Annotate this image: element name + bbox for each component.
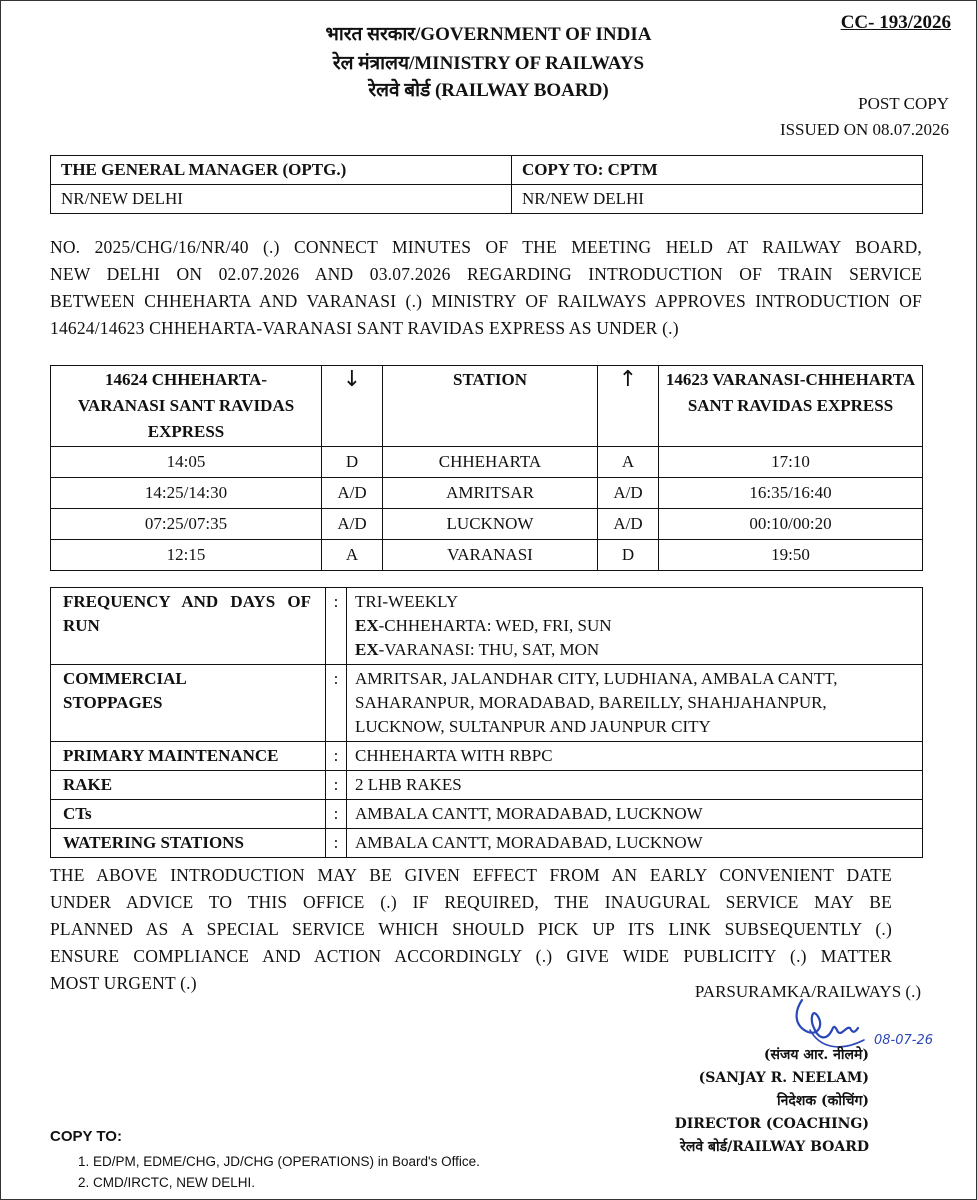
table-row [51,447,923,478]
table-row [51,509,923,540]
up-code: A/D [598,478,659,509]
copy-to-title: COPY TO: CPTM [512,156,923,185]
up-code: D [598,540,659,571]
signatory-name-english: (SANJAY R. NEELAM) [698,1070,869,1086]
table-row [51,588,923,665]
down-code: A/D [322,478,383,509]
up-code: A [598,447,659,478]
signatory-designation-hindi: निदेशक (कोचिंग) [777,1093,869,1109]
addressee-title: THE GENERAL MANAGER (OPTG.) [51,156,512,185]
intro-line: 14624/14623 CHHEHARTA-VARANASI SANT RAVIDAS EXPRESS AS UNDER (.) [50,318,679,338]
up-code: A/D [598,509,659,540]
table-row [51,665,923,742]
table-row [51,800,923,829]
signatory-designation-english: DIRECTOR (COACHING) [674,1116,869,1132]
down-time: 07:25/07:35 [51,509,322,540]
frequency-value: TRI-WEEKLY EX-CHHEHARTA: WED, FRI, SUN EX-VARANASI: THU, SAT, MON [347,588,923,665]
down-code: D [322,447,383,478]
up-time: 17:10 [659,447,923,478]
down-arrow-icon: ↓ [322,366,383,447]
cts-label: CTs [51,800,326,829]
addressee-place: NR/NEW DELHI [51,185,512,214]
intro-line: BETWEEN CHHEHARTA AND VARANASI (.) MINISTRY OF RAILWAYS APPROVES INTRODUCTION OF [50,291,922,311]
rake-value: 2 LHB RAKES [347,771,923,800]
signatory-name-hindi: (संजय आर. नीलमे) [763,1047,869,1063]
closing-line: PLANNED AS A SPECIAL SERVICE WHICH SHOULD PICK UP ITS LINK SUBSEQUENTLY (.) [50,919,892,939]
maintenance-value: CHHEHARTA WITH RBPC [347,742,923,771]
post-copy-label: POST COPY [858,94,949,113]
copy-to-heading: COPY TO: [50,1128,122,1145]
closing-line: ENSURE COMPLIANCE AND ACTION ACCORDINGLY (.) GIVE WIDE PUBLICITY (.) MATTER [50,946,892,966]
down-time: 14:05 [51,447,322,478]
header-railway-board: रेलवे बोर्ड (RAILWAY BOARD) [368,80,609,101]
cts-value: AMBALA CANTT, MORADABAD, LUCKNOW [347,800,923,829]
down-time: 12:15 [51,540,322,571]
signatory-office: रेलवे बोर्ड/RAILWAY BOARD [680,1139,869,1155]
down-code: A/D [322,509,383,540]
colon: : [326,742,347,771]
table-row [51,829,923,858]
station-name: VARANASI [383,540,598,571]
closing-paragraph [50,862,892,997]
header-ministry: रेल मंत्रालय/MINISTRY OF RAILWAYS [332,53,645,74]
watering-value: AMBALA CANTT, MORADABAD, LUCKNOW [347,829,923,858]
intro-line: NEW DELHI ON 02.07.2026 AND 03.07.2026 REGARDING INTRODUCTION OF TRAIN SERVICE [50,264,922,284]
signature-date: 08-07-26 [874,1033,934,1048]
timetable [50,365,923,571]
header-government: भारत सरकार/GOVERNMENT OF INDIA [325,24,652,45]
signatory-block [675,1044,869,1159]
closing-line: UNDER ADVICE TO THIS OFFICE (.) IF REQUIRED, THE INAUGURAL SERVICE MAY BE [50,892,892,912]
colon: : [326,800,347,829]
intro-paragraph [50,234,922,342]
station-name: AMRITSAR [383,478,598,509]
details-table [50,587,923,858]
up-time: 00:10/00:20 [659,509,923,540]
reference-number: CC- 193/2026 [840,12,951,33]
watering-label: WATERING STATIONS [51,829,326,858]
colon: : [326,588,347,665]
copy-to-place: NR/NEW DELHI [512,185,923,214]
table-row [51,478,923,509]
down-time: 14:25/14:30 [51,478,322,509]
colon: : [326,829,347,858]
table-row [51,742,923,771]
maintenance-label: PRIMARY MAINTENANCE [51,742,326,771]
address-table [50,155,923,214]
table-row [51,540,923,571]
stoppages-label: COMMERCIAL STOPPAGES [51,665,326,742]
closing-line: THE ABOVE INTRODUCTION MAY BE GIVEN EFFECT FROM AN EARLY CONVENIENT DATE [50,865,892,885]
colon: : [326,665,347,742]
signoff: PARSURAMKA/RAILWAYS (.) [694,982,921,1001]
up-arrow-icon: ↑ [598,366,659,447]
up-time: 16:35/16:40 [659,478,923,509]
station-header: STATION [383,366,598,447]
up-train-header: 14623 VARANASI-CHHEHARTA SANT RAVIDAS EXPRESS [659,366,923,447]
list-item: 2. CMD/IRCTC, NEW DELHI. [78,1175,256,1190]
issued-date: ISSUED ON 08.07.2026 [779,120,949,139]
closing-line: MOST URGENT (.) [50,973,197,993]
intro-line: NO. 2025/CHG/16/NR/40 (.) CONNECT MINUTES OF THE MEETING HELD AT RAILWAY BOARD, [50,237,922,257]
frequency-label: FREQUENCY AND DAYS OF RUN [51,588,326,665]
table-row [51,771,923,800]
colon: : [326,771,347,800]
station-name: CHHEHARTA [383,447,598,478]
stoppages-value: AMRITSAR, JALANDHAR CITY, LUDHIANA, AMBALA CANTT, SAHARANPUR, MORADABAD, BAREILLY, SHAHJAHANPUR, LUCKNOW, SULTANPUR AND JAUNPUR CITY [347,665,923,742]
up-time: 19:50 [659,540,923,571]
rake-label: RAKE [51,771,326,800]
down-code: A [322,540,383,571]
list-item: 1. ED/PM, EDME/CHG, JD/CHG (OPERATIONS) in Board's Office. [78,1154,480,1169]
down-train-header: 14624 CHHEHARTA-VARANASI SANT RAVIDAS EXPRESS [51,366,322,447]
station-name: LUCKNOW [383,509,598,540]
